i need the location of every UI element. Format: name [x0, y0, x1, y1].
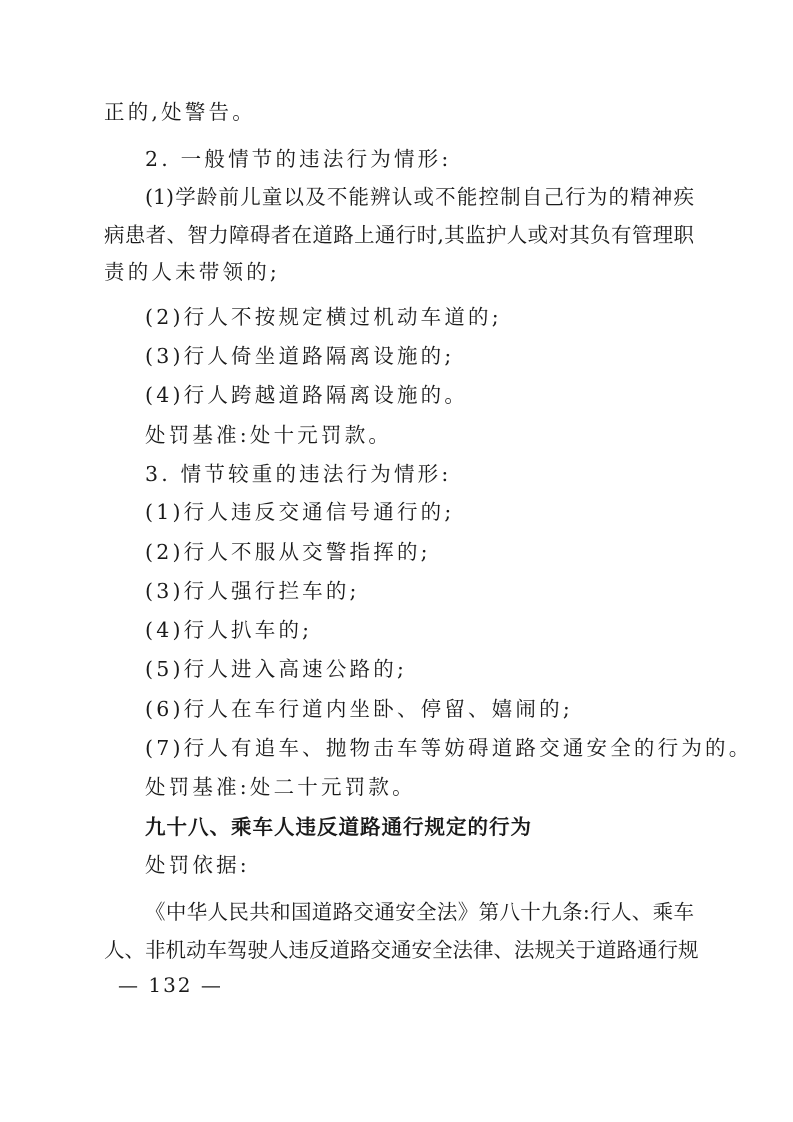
paragraph-line: (3)行人倚坐道路隔离设施的; [145, 344, 455, 368]
paragraph-line: (6)行人在车行道内坐卧、停留、嬉闹的; [145, 697, 573, 721]
paragraph-line: 正的,处警告。 [104, 100, 256, 124]
paragraph-line: 3. 情节较重的违法行为情形: [145, 462, 452, 486]
paragraph-line: (5)行人进入高速公路的; [145, 657, 408, 681]
paragraph-line: (2)行人不按规定横过机动车道的; [145, 305, 502, 329]
paragraph-line: (2)行人不服从交警指挥的; [145, 540, 431, 564]
paragraph-line: (3)行人强行拦车的; [145, 579, 360, 603]
paragraph-line: 处罚基准:处二十元罚款。 [145, 775, 416, 799]
paragraph-line: 处罚依据: [145, 853, 250, 877]
page-number: — 132 — [118, 973, 223, 997]
paragraph-line: 责的人未带领的; [104, 260, 281, 284]
paragraph-line: 病患者、智力障碍者在道路上通行时,其监护人或对其负有管理职 [104, 223, 694, 247]
paragraph-line: (4)行人跨越道路隔离设施的。 [145, 383, 469, 407]
paragraph-line: (1)行人违反交通信号通行的; [145, 500, 455, 524]
paragraph-line: (1)学龄前儿童以及不能辨认或不能控制自己行为的精神疾 [145, 185, 694, 209]
paragraph-line: (7)行人有追车、抛物击车等妨碍道路交通安全的行为的。 [145, 736, 753, 760]
section-heading: 九十八、乘车人违反道路通行规定的行为 [145, 815, 532, 839]
paragraph-line: (4)行人扒车的; [145, 618, 313, 642]
paragraph-line: 人、非机动车驾驶人违反道路交通安全法律、法规关于道路通行规 [104, 938, 699, 962]
paragraph-line: 《中华人民共和国道路交通安全法》第八十九条:行人、乘车 [145, 900, 694, 924]
paragraph-line: 2. 一般情节的违法行为情形: [145, 147, 452, 171]
paragraph-line: 处罚基准:处十元罚款。 [145, 423, 393, 447]
